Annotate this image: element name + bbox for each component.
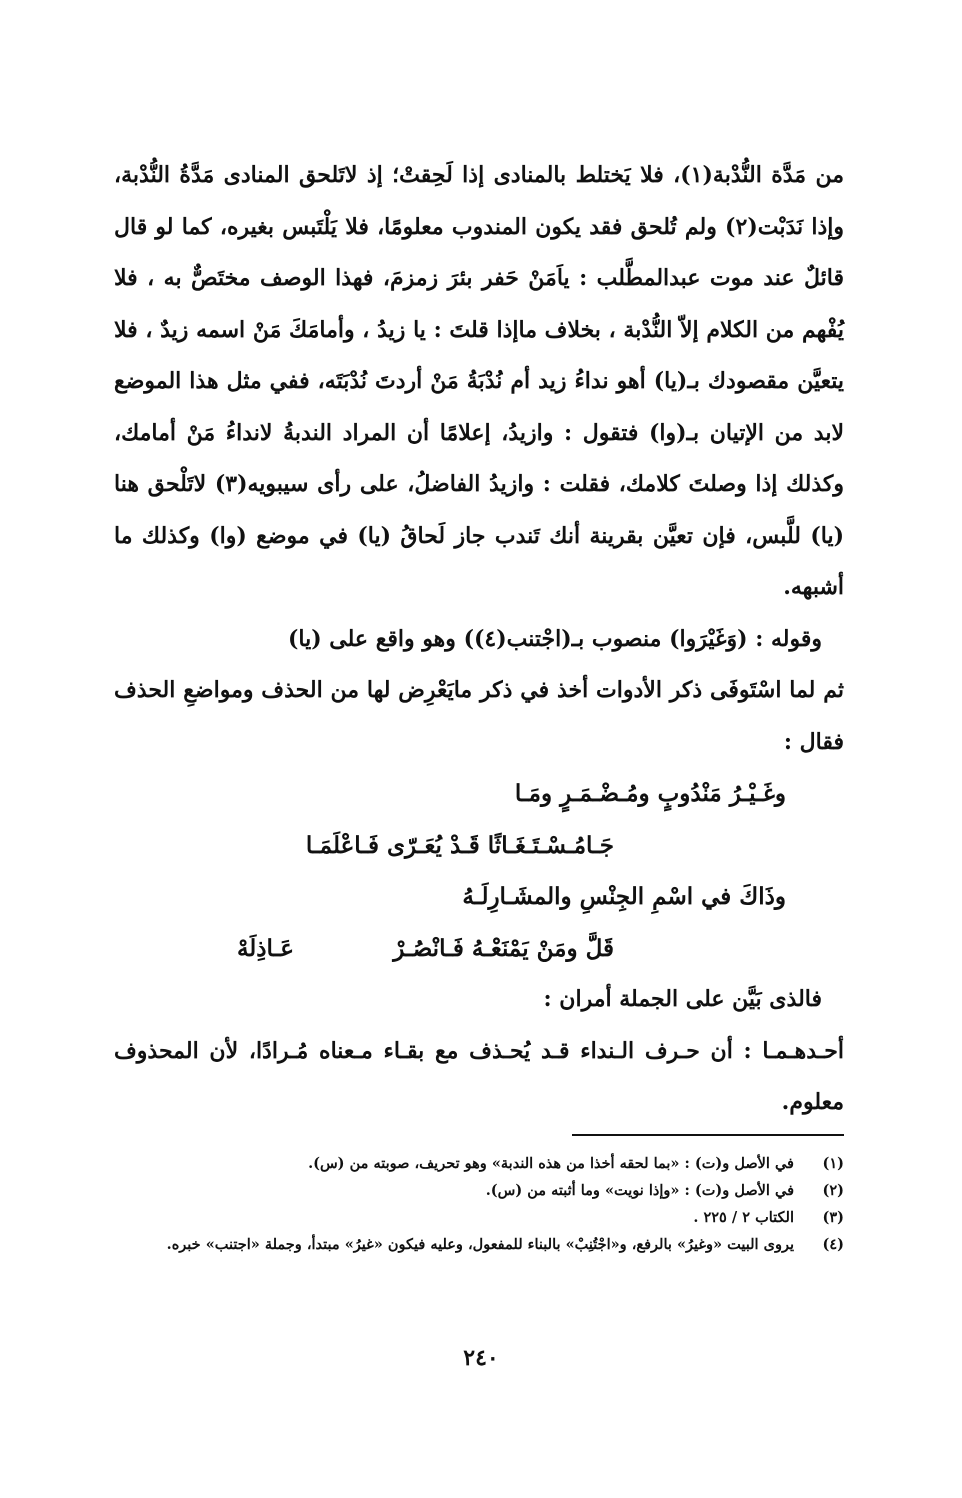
footnote xyxy=(114,1204,844,1231)
footnote-text: الكتاب ٢ / ٢٢٥ . xyxy=(693,1209,794,1226)
paragraph: فالذى بَيَّن على الجملة أمران : xyxy=(543,986,822,1012)
verse-line xyxy=(114,923,844,975)
footnote-number: (٤) xyxy=(822,1236,844,1253)
footnote-number: (٢) xyxy=(822,1182,844,1199)
verse-line xyxy=(114,871,844,923)
paragraph: من مَدَّة النُّدْبة(١)، فلا يَختلط بالمنادى إذا لَحِقتْ؛ إذ لاتَلحق المنادى مَدَّةُ النُّدْبة، وإذا نَدَبْت(٢) ولم تُلحق فقد يكون المندوب معلومًا، فلا يَلْتَبس بغيره، كما لو قال قائلٌ عند موت عبدالمطَّلب : ياَمَنْ حَفر بئرَ زمزمَ، فهذا الوصف مختَصٌّ به ، فلا يُفْهم من الكلام إلاّ النُّدْبة ، بخلاف ماإذا قلتَ : يا زيدُ ، وأمامَكَ مَنْ اسمه زيدٌ ، فلا يتعيَّن مقصودك بـ(يا) أهو نداءُ زيد أم نُدْبَةُ مَنْ أردتَ نُدْبَتَه، ففي مثل هذا الموضع لابد من الإتيان بـ(وا) فتقول : وازيدُ، إعلامًا أن المراد الندبةُ لانداءُ مَنْ أمامك، وكذلك إذا وصلتَ كلامك، فقلت : وازيدُ الفاضلُ، على رأى سيبويه(٣) لاتَلْحق هنا (يا) للَّبس، فإن تعيَّن بقرينة أنك تَندب جاز لَحاقُ (يا) في موضع (وا) وكذلك ما أشبهه. xyxy=(114,162,844,600)
footnote-text: يروى البيت «وغيرُ» بالرفع، و«اجْتُنِبْ» بالبناء للمفعول، وعليه فيكون «غيرُ» مبتدأ، وجملة «اجتنب» خبره. xyxy=(166,1236,794,1253)
page-number: ٢٤٠ xyxy=(463,1345,499,1371)
verse-hemistich: قَلَّ ومَنْ يَمْنَعْـهُ فَـانْصُـرْ xyxy=(393,934,614,962)
verse-hemistich: جَـامُـسْـتَـغَـاثًا قَـدْ يُعَـرّى فَـاعْلَمَـا xyxy=(305,831,614,859)
verse-line xyxy=(114,820,844,872)
paragraph: ثم لما اسْتَوفَى ذكر الأدوات أخذ في ذكر مايَعْرِض لها من الحذف ومواضعِ الحذف فقال : xyxy=(114,677,844,755)
verse-hemistich: عَـاذِلَهْ xyxy=(236,934,294,962)
footnote-text: في الأصل و(ت) : «وإذا نويت» وما أثبته من (س). xyxy=(485,1182,794,1199)
footnote-divider xyxy=(572,1134,844,1136)
footnote-number: (٣) xyxy=(822,1209,844,1226)
verse-hemistich: وذَاكَ في اسْمِ الجِنْسِ والمشَـارِلَـهُ xyxy=(462,883,786,910)
footnote-text: في الأصل و(ت) : «بما لحقه أخذا من هذه الندبة» وهو تحريف، صوبته من (س). xyxy=(308,1155,794,1172)
paragraph: أحـدهـمـا : أن حـرف الـنداء قـد يُحـذف مع بقـاء مـعناه مُـرادًا، لأن المحذوف معلوم. xyxy=(114,1037,844,1115)
footnote xyxy=(114,1177,844,1204)
verse-hemistich: وغَـيْـرُ مَنْدُوبٍ ومُـضْـمَـرٍ ومَـا xyxy=(514,780,786,807)
verse-line xyxy=(114,768,844,820)
footnote xyxy=(114,1150,844,1177)
main-text xyxy=(114,150,844,1129)
footnote-number: (١) xyxy=(822,1155,844,1172)
footnotes xyxy=(114,1150,844,1258)
paragraph: وقوله : (وَغَيْرَوا) منصوب بـ(اجْتنب(٤)) وهو واقع على (يا) xyxy=(287,625,822,652)
footnote xyxy=(114,1231,844,1258)
